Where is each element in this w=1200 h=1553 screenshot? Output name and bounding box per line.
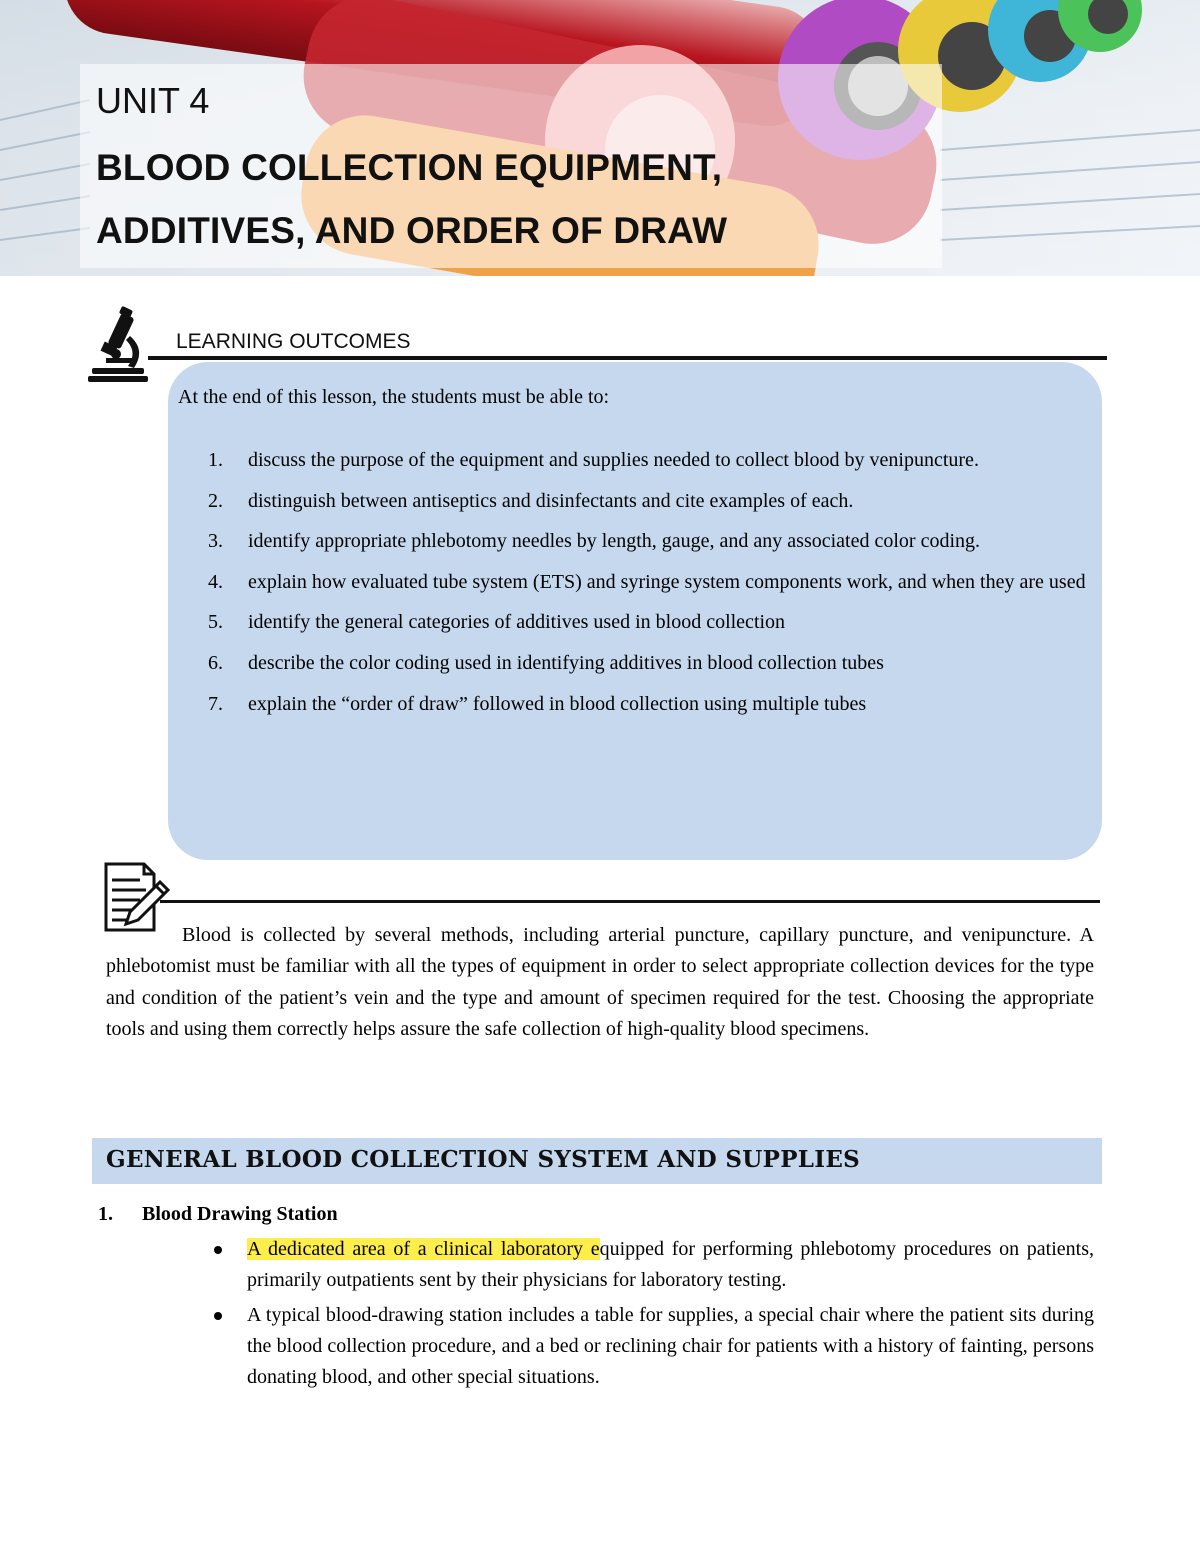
list-item [208,684,1088,725]
subsection-heading [98,1203,338,1226]
intro-paragraph: Blood is collected by several methods, including arterial puncture, capillary puncture, and venipuncture. A phlebotomist must be familiar with all the types of equipment in order to select appropriate collection devices for the type and condition of the patient’s vein and the type and amount of specimen required for the test. Choosing the appropriate tools and using them correctly helps assure the safe collection of high-quality blood specimens. [106,924,1094,1040]
bullet-dot-icon [214,1246,222,1254]
highlighted-text: A dedicated area of a clinical laboratory e [247,1238,600,1260]
microscope-icon [86,306,150,384]
list-item [208,643,1088,684]
item-text: discuss the purpose of the equipment and supplies needed to collect blood by venipuncture. [248,449,979,471]
list-item [208,481,1088,522]
item-text: describe the color coding used in identifying additives in blood collection tubes [248,651,884,674]
section-divider [160,900,1100,903]
item-number: 2. [208,489,223,512]
subsection-number: 1. [98,1203,113,1225]
list-item [212,1300,1094,1393]
list-item [208,602,1088,643]
learning-outcomes-intro: At the end of this lesson, the students must be able to: [178,386,610,408]
item-number: 4. [208,570,223,593]
item-number: 3. [208,530,223,553]
item-text: distinguish between antiseptics and disinfectants and cite examples of each. [248,489,854,512]
item-number: 7. [208,692,223,715]
subsection-title: Blood Drawing Station [142,1203,338,1225]
bullet-dot-icon [214,1312,222,1320]
heading-divider [148,356,1107,360]
item-number: 6. [208,651,223,674]
item-text: explain the “order of draw” followed in blood collection using multiple tubes [248,692,867,715]
title-line-2: ADDITIVES, AND ORDER OF DRAW [96,210,728,251]
unit-label: UNIT 4 [96,80,210,121]
item-text: identify the general categories of additives used in blood collection [248,611,786,634]
item-number: 1. [208,449,223,471]
list-item [208,562,1088,603]
list-item [208,521,1088,562]
item-number: 5. [208,611,223,634]
page-title [96,136,936,262]
list-item [212,1234,1094,1296]
item-text: identify appropriate phlebotomy needles by length, gauge, and any associated color coding. [248,530,981,553]
learning-outcomes-list [208,440,1088,724]
section-title: GENERAL BLOOD COLLECTION SYSTEM AND SUPPLIES [106,1146,861,1173]
bullet-list [212,1234,1094,1397]
item-text: explain how evaluated tube system (ETS) and syringe system components work, and when they are used [248,570,1086,593]
learning-outcomes-heading: LEARNING OUTCOMES [176,330,411,353]
bullet-text: A typical blood-drawing station includes a table for supplies, a special chair where the patient sits during the blood collection procedure, and a bed or reclining chair for patients with a history of fainting, persons donating blood, and other special situations. [247,1304,1094,1388]
list-item [208,440,1088,481]
bullet-text: quipped for performing phlebotomy procedures on patients, primarily outpatients sent by their physicians for laboratory testing. [247,1238,1094,1291]
title-line-1: BLOOD COLLECTION EQUIPMENT, [96,147,723,188]
